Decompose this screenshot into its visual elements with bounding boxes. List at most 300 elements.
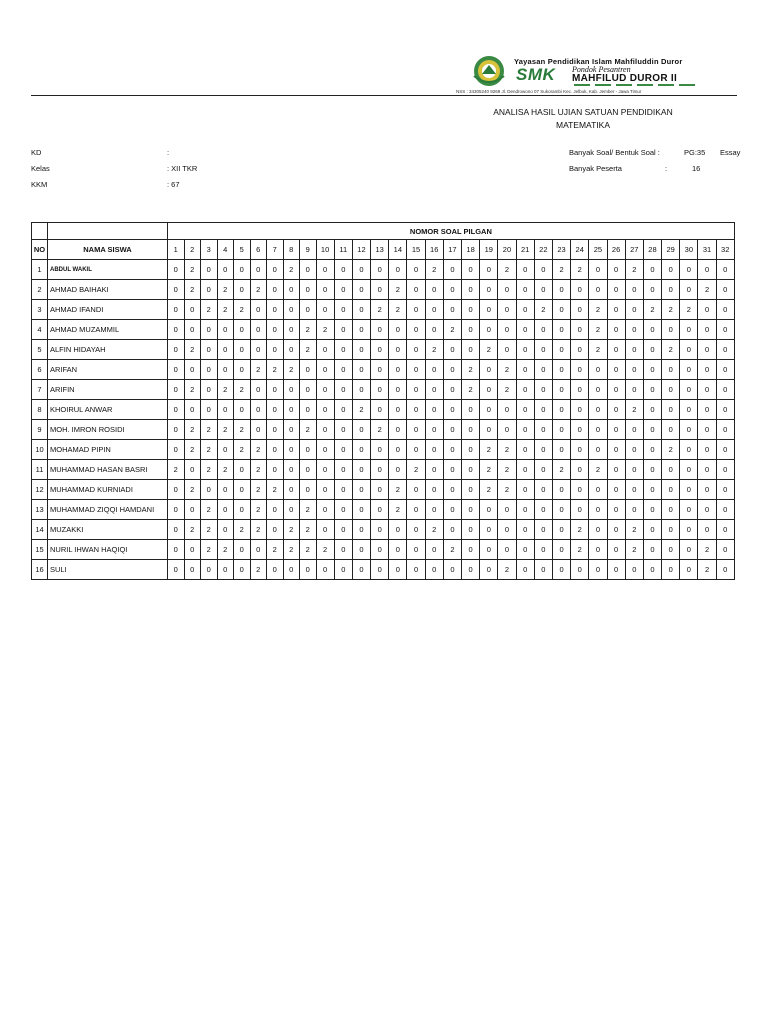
score-cell: 2 xyxy=(389,500,407,520)
student-name: AHMAD MUZAMMIL xyxy=(48,320,168,340)
score-cell: 0 xyxy=(716,300,734,320)
score-cell: 0 xyxy=(571,560,589,580)
score-cell: 2 xyxy=(250,560,267,580)
score-cell: 0 xyxy=(234,540,251,560)
score-cell: 0 xyxy=(316,500,334,520)
score-cell: 2 xyxy=(571,520,589,540)
question-number-header: 32 xyxy=(716,240,734,260)
score-cell: 2 xyxy=(425,520,443,540)
row-number: 14 xyxy=(32,520,48,540)
student-name: KHOIRUL ANWAR xyxy=(48,400,168,420)
score-cell: 0 xyxy=(352,440,370,460)
score-cell: 0 xyxy=(234,560,251,580)
score-cell: 0 xyxy=(552,440,570,460)
score-cell: 0 xyxy=(716,520,734,540)
score-cell: 0 xyxy=(625,280,643,300)
score-cell: 0 xyxy=(201,560,218,580)
score-cell: 0 xyxy=(300,440,317,460)
score-cell: 0 xyxy=(662,360,680,380)
score-cell: 0 xyxy=(698,420,716,440)
score-cell: 0 xyxy=(168,440,185,460)
score-cell: 2 xyxy=(217,380,234,400)
score-cell: 0 xyxy=(643,540,661,560)
score-cell: 2 xyxy=(283,520,300,540)
score-cell: 2 xyxy=(250,520,267,540)
score-cell: 0 xyxy=(643,500,661,520)
table-row xyxy=(32,540,735,560)
question-number-header: 17 xyxy=(443,240,461,260)
question-number-header: 1 xyxy=(168,240,185,260)
table-row xyxy=(32,260,735,280)
score-cell: 0 xyxy=(516,480,534,500)
score-cell: 2 xyxy=(589,320,607,340)
score-cell: 0 xyxy=(443,380,461,400)
score-cell: 0 xyxy=(680,480,698,500)
score-cell: 0 xyxy=(371,440,389,460)
score-cell: 0 xyxy=(201,320,218,340)
score-cell: 0 xyxy=(234,500,251,520)
score-cell: 0 xyxy=(680,520,698,540)
question-number-header: 26 xyxy=(607,240,625,260)
score-cell: 0 xyxy=(607,480,625,500)
student-name: AHMAD IFANDI xyxy=(48,300,168,320)
score-cell: 2 xyxy=(498,260,516,280)
score-cell: 2 xyxy=(462,380,480,400)
score-cell: 0 xyxy=(662,500,680,520)
question-number-header: 10 xyxy=(316,240,334,260)
score-cell: 0 xyxy=(571,320,589,340)
score-cell: 0 xyxy=(625,560,643,580)
score-cell: 0 xyxy=(552,520,570,540)
score-cell: 0 xyxy=(371,500,389,520)
score-cell: 0 xyxy=(334,520,352,540)
score-cell: 0 xyxy=(643,320,661,340)
score-cell: 0 xyxy=(516,460,534,480)
score-cell: 0 xyxy=(316,260,334,280)
score-cell: 0 xyxy=(334,360,352,380)
school-name: MAHFILUD DUROR II xyxy=(572,73,678,84)
score-cell: 2 xyxy=(283,540,300,560)
score-cell: 0 xyxy=(662,480,680,500)
score-cell: 0 xyxy=(316,420,334,440)
score-cell: 0 xyxy=(589,540,607,560)
score-cell: 0 xyxy=(425,300,443,320)
score-cell: 0 xyxy=(371,480,389,500)
question-number-header: 13 xyxy=(371,240,389,260)
row-number: 2 xyxy=(32,280,48,300)
score-cell: 0 xyxy=(589,400,607,420)
question-number-header: 14 xyxy=(389,240,407,260)
score-cell: 0 xyxy=(443,480,461,500)
score-cell: 0 xyxy=(462,500,480,520)
score-cell: 2 xyxy=(462,360,480,380)
score-cell: 0 xyxy=(389,360,407,380)
score-cell: 0 xyxy=(234,340,251,360)
student-name: MUHAMMAD ZIQQI HAMDANI xyxy=(48,500,168,520)
score-cell: 0 xyxy=(300,300,317,320)
score-cell: 0 xyxy=(217,320,234,340)
score-cell: 0 xyxy=(625,320,643,340)
score-cell: 2 xyxy=(201,540,218,560)
score-cell: 0 xyxy=(552,500,570,520)
question-number-header: 22 xyxy=(534,240,552,260)
score-cell: 2 xyxy=(283,360,300,380)
score-cell: 0 xyxy=(625,300,643,320)
score-cell: 0 xyxy=(516,300,534,320)
score-cell: 0 xyxy=(184,300,201,320)
score-cell: 0 xyxy=(698,500,716,520)
score-cell: 0 xyxy=(371,560,389,580)
score-cell: 0 xyxy=(516,440,534,460)
student-name: ARIFIN xyxy=(48,380,168,400)
score-cell: 2 xyxy=(698,560,716,580)
row-number: 12 xyxy=(32,480,48,500)
score-cell: 0 xyxy=(250,260,267,280)
score-cell: 0 xyxy=(607,440,625,460)
score-cell: 0 xyxy=(571,280,589,300)
score-cell: 0 xyxy=(283,340,300,360)
score-cell: 0 xyxy=(250,540,267,560)
score-cell: 0 xyxy=(389,420,407,440)
score-cell: 0 xyxy=(407,380,425,400)
score-cell: 0 xyxy=(462,260,480,280)
score-cell: 0 xyxy=(352,420,370,440)
score-cell: 2 xyxy=(480,340,498,360)
score-cell: 0 xyxy=(480,400,498,420)
score-cell: 0 xyxy=(698,520,716,540)
score-cell: 0 xyxy=(389,380,407,400)
score-cell: 2 xyxy=(389,280,407,300)
score-cell: 0 xyxy=(662,420,680,440)
score-cell: 0 xyxy=(680,260,698,280)
score-cell: 0 xyxy=(480,360,498,380)
score-cell: 2 xyxy=(234,300,251,320)
score-cell: 0 xyxy=(316,280,334,300)
question-number-header: 31 xyxy=(698,240,716,260)
score-cell: 0 xyxy=(316,520,334,540)
peserta-colon: : xyxy=(665,164,668,173)
table-row xyxy=(32,300,735,320)
score-cell: 0 xyxy=(443,280,461,300)
score-cell: 0 xyxy=(443,520,461,540)
score-cell: 0 xyxy=(334,540,352,560)
score-cell: 0 xyxy=(300,360,317,380)
question-number-header: 3 xyxy=(201,240,218,260)
score-cell: 2 xyxy=(662,440,680,460)
score-cell: 0 xyxy=(716,400,734,420)
score-cell: 0 xyxy=(389,440,407,460)
table-row xyxy=(32,380,735,400)
score-cell: 0 xyxy=(662,380,680,400)
score-cell: 2 xyxy=(217,540,234,560)
score-cell: 0 xyxy=(680,540,698,560)
score-cell: 2 xyxy=(352,400,370,420)
score-cell: 0 xyxy=(352,300,370,320)
score-cell: 0 xyxy=(371,340,389,360)
score-cell: 0 xyxy=(168,480,185,500)
score-cell: 0 xyxy=(217,480,234,500)
score-cell: 0 xyxy=(168,360,185,380)
score-cell: 0 xyxy=(267,520,284,540)
score-cell: 0 xyxy=(168,500,185,520)
document-title: ANALISA HASIL UJIAN SATUAN PENDIDIKAN xyxy=(493,107,673,117)
score-cell: 0 xyxy=(607,260,625,280)
score-cell: 0 xyxy=(534,260,552,280)
question-number-header: 6 xyxy=(250,240,267,260)
header-decoration xyxy=(574,84,724,87)
group-header: NOMOR SOAL PILGAN xyxy=(168,223,735,240)
score-cell: 0 xyxy=(334,480,352,500)
score-cell: 0 xyxy=(184,460,201,480)
score-cell: 0 xyxy=(716,540,734,560)
score-cell: 0 xyxy=(352,360,370,380)
score-cell: 0 xyxy=(516,360,534,380)
score-cell: 0 xyxy=(625,500,643,520)
score-cell: 0 xyxy=(234,360,251,380)
score-cell: 0 xyxy=(334,300,352,320)
score-cell: 0 xyxy=(425,320,443,340)
question-number-header: 5 xyxy=(234,240,251,260)
score-cell: 2 xyxy=(498,560,516,580)
score-cell: 0 xyxy=(462,280,480,300)
score-cell: 0 xyxy=(168,380,185,400)
score-cell: 2 xyxy=(662,340,680,360)
score-cell: 0 xyxy=(300,260,317,280)
score-cell: 0 xyxy=(716,360,734,380)
score-cell: 0 xyxy=(462,440,480,460)
score-cell: 0 xyxy=(480,500,498,520)
question-number-header: 18 xyxy=(462,240,480,260)
score-cell: 0 xyxy=(371,360,389,380)
score-cell: 0 xyxy=(534,420,552,440)
score-cell: 0 xyxy=(498,320,516,340)
score-cell: 0 xyxy=(534,540,552,560)
score-cell: 0 xyxy=(552,400,570,420)
score-cell: 0 xyxy=(267,300,284,320)
score-cell: 0 xyxy=(589,480,607,500)
student-name: MOH. IMRON ROSIDI xyxy=(48,420,168,440)
score-cell: 0 xyxy=(389,460,407,480)
score-cell: 2 xyxy=(589,340,607,360)
score-cell: 2 xyxy=(234,420,251,440)
score-cell: 0 xyxy=(498,420,516,440)
row-number: 11 xyxy=(32,460,48,480)
score-cell: 2 xyxy=(300,320,317,340)
score-cell: 0 xyxy=(352,540,370,560)
score-cell: 0 xyxy=(316,300,334,320)
score-cell: 2 xyxy=(168,460,185,480)
score-cell: 0 xyxy=(698,460,716,480)
score-cell: 0 xyxy=(680,440,698,460)
score-cell: 2 xyxy=(552,460,570,480)
score-cell: 0 xyxy=(443,500,461,520)
pondok-label: Pondok Pesantren xyxy=(572,65,631,74)
score-cell: 0 xyxy=(552,480,570,500)
score-cell: 2 xyxy=(498,480,516,500)
score-cell: 2 xyxy=(201,460,218,480)
score-cell: 0 xyxy=(625,340,643,360)
row-number: 10 xyxy=(32,440,48,460)
score-cell: 0 xyxy=(217,340,234,360)
score-cell: 2 xyxy=(250,500,267,520)
score-cell: 0 xyxy=(662,260,680,280)
table-row xyxy=(32,360,735,380)
score-cell: 0 xyxy=(462,540,480,560)
score-cell: 0 xyxy=(571,380,589,400)
table-row xyxy=(32,400,735,420)
score-cell: 2 xyxy=(389,300,407,320)
score-cell: 0 xyxy=(680,420,698,440)
score-cell: 0 xyxy=(498,540,516,560)
score-cell: 0 xyxy=(716,420,734,440)
question-number-header: 9 xyxy=(300,240,317,260)
score-cell: 0 xyxy=(334,380,352,400)
score-cell: 2 xyxy=(407,460,425,480)
score-cell: 0 xyxy=(234,480,251,500)
score-cell: 0 xyxy=(607,360,625,380)
kelas-label: Kelas xyxy=(31,164,50,173)
score-cell: 0 xyxy=(352,560,370,580)
score-cell: 2 xyxy=(443,320,461,340)
score-cell: 0 xyxy=(443,420,461,440)
score-cell: 2 xyxy=(234,520,251,540)
score-cell: 0 xyxy=(516,260,534,280)
score-cell: 2 xyxy=(184,340,201,360)
question-number-header: 15 xyxy=(407,240,425,260)
score-cell: 2 xyxy=(201,520,218,540)
score-cell: 0 xyxy=(300,560,317,580)
score-cell: 0 xyxy=(589,380,607,400)
score-cell: 0 xyxy=(534,500,552,520)
score-cell: 0 xyxy=(643,520,661,540)
score-cell: 0 xyxy=(480,420,498,440)
score-cell: 0 xyxy=(371,540,389,560)
score-cell: 0 xyxy=(607,560,625,580)
score-cell: 0 xyxy=(201,380,218,400)
score-cell: 0 xyxy=(443,440,461,460)
school-address: NSS : 34305240 9269 Jl. Dendrowono 07 Sukorambi Kec. Jelbuk, Kab. Jember - Jawa Timur xyxy=(456,89,642,94)
score-cell: 0 xyxy=(234,400,251,420)
score-cell: 0 xyxy=(168,300,185,320)
score-cell: 0 xyxy=(607,300,625,320)
score-cell: 2 xyxy=(184,440,201,460)
score-cell: 0 xyxy=(201,280,218,300)
score-cell: 2 xyxy=(589,300,607,320)
score-cell: 0 xyxy=(389,260,407,280)
score-cell: 0 xyxy=(680,280,698,300)
score-cell: 2 xyxy=(250,440,267,460)
score-cell: 0 xyxy=(425,460,443,480)
score-cell: 0 xyxy=(552,320,570,340)
score-cell: 0 xyxy=(643,280,661,300)
score-cell: 2 xyxy=(680,300,698,320)
score-cell: 0 xyxy=(571,480,589,500)
score-cell: 2 xyxy=(498,360,516,380)
score-cell: 2 xyxy=(589,460,607,480)
score-cell: 0 xyxy=(607,420,625,440)
score-cell: 0 xyxy=(462,460,480,480)
score-cell: 0 xyxy=(425,400,443,420)
score-cell: 2 xyxy=(316,320,334,340)
student-name: SULI xyxy=(48,560,168,580)
score-cell: 2 xyxy=(498,380,516,400)
score-cell: 0 xyxy=(371,260,389,280)
question-number-header: 12 xyxy=(352,240,370,260)
score-cell: 0 xyxy=(352,520,370,540)
score-cell: 0 xyxy=(552,360,570,380)
score-cell: 0 xyxy=(516,500,534,520)
score-cell: 2 xyxy=(217,460,234,480)
score-cell: 2 xyxy=(201,440,218,460)
score-cell: 0 xyxy=(516,340,534,360)
score-cell: 0 xyxy=(480,260,498,280)
score-cell: 0 xyxy=(389,340,407,360)
table-row xyxy=(32,280,735,300)
name-header: NAMA SISWA xyxy=(48,240,168,260)
score-cell: 0 xyxy=(589,420,607,440)
score-cell: 0 xyxy=(552,560,570,580)
question-number-header: 24 xyxy=(571,240,589,260)
score-cell: 0 xyxy=(443,300,461,320)
score-cell: 0 xyxy=(184,560,201,580)
score-cell: 0 xyxy=(680,360,698,380)
name-header-top xyxy=(48,223,168,240)
question-number-header: 8 xyxy=(283,240,300,260)
score-cell: 0 xyxy=(516,540,534,560)
score-cell: 2 xyxy=(480,440,498,460)
score-cell: 0 xyxy=(334,440,352,460)
student-name: ALFIN HIDAYAH xyxy=(48,340,168,360)
peserta-label: Banyak Peserta xyxy=(569,164,622,173)
score-cell: 0 xyxy=(201,400,218,420)
score-cell: 0 xyxy=(407,520,425,540)
score-cell: 0 xyxy=(462,560,480,580)
score-cell: 0 xyxy=(443,260,461,280)
score-cell: 0 xyxy=(407,280,425,300)
score-cell: 0 xyxy=(283,380,300,400)
score-cell: 0 xyxy=(334,260,352,280)
score-cell: 0 xyxy=(680,560,698,580)
score-cell: 0 xyxy=(698,360,716,380)
score-cell: 0 xyxy=(371,280,389,300)
score-cell: 2 xyxy=(300,500,317,520)
score-cell: 0 xyxy=(498,500,516,520)
score-cell: 0 xyxy=(267,400,284,420)
score-cell: 0 xyxy=(571,300,589,320)
score-cell: 0 xyxy=(480,520,498,540)
score-cell: 0 xyxy=(283,420,300,440)
score-cell: 0 xyxy=(534,380,552,400)
score-cell: 2 xyxy=(371,420,389,440)
score-cell: 0 xyxy=(698,300,716,320)
question-number-header: 28 xyxy=(643,240,661,260)
score-cell: 0 xyxy=(607,540,625,560)
banyak-soal-essay: Essay xyxy=(720,148,741,157)
score-cell: 0 xyxy=(716,260,734,280)
student-name: MUHAMMAD HASAN BASRI xyxy=(48,460,168,480)
score-cell: 0 xyxy=(283,460,300,480)
score-cell: 0 xyxy=(267,560,284,580)
letterhead xyxy=(456,52,740,98)
score-cell: 0 xyxy=(625,460,643,480)
score-cell: 0 xyxy=(462,320,480,340)
banyak-soal-pg: PG:35 xyxy=(684,148,706,157)
kkm-value: : 67 xyxy=(167,180,180,189)
score-cell: 0 xyxy=(480,280,498,300)
score-cell: 0 xyxy=(407,540,425,560)
score-cell: 2 xyxy=(184,260,201,280)
score-cell: 0 xyxy=(168,420,185,440)
